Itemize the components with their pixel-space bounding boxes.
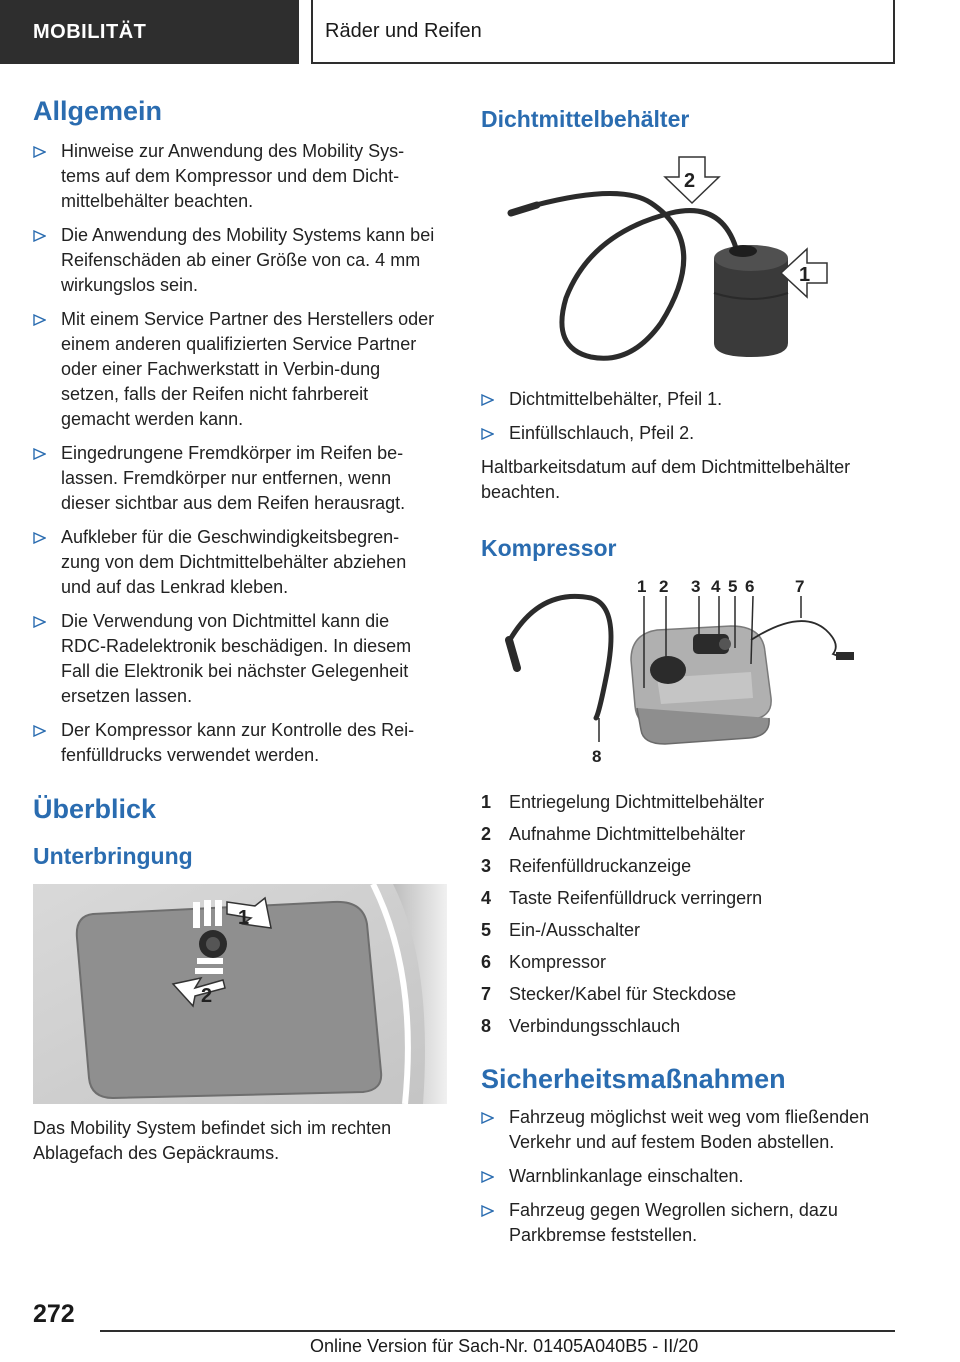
callout-7: 7 [795,577,805,596]
legend-item: 5 Ein-/Ausschalter [481,920,641,940]
online-version-note: Online Version für Sach-Nr. 01405A040B5 - II/20 [310,1336,699,1356]
unterbringung-text: Das Mobility System befindet sich im rechten Ablagefach des Gepäckraums. [33,1118,392,1163]
page-number: 272 [33,1300,75,1328]
heading-sicherheitsmassnahmen: Sicherheitsmaßnahmen [481,1064,786,1094]
right-column [481,96,901,1257]
triangle-bullet-icon [33,223,49,248]
legend-item: 7 Stecker/Kabel für Steckdose [481,984,737,1004]
left-column [33,96,435,1166]
callout-8: 8 [592,747,602,766]
legend-item: 4 Taste Reifenfülldruck verringern [481,888,763,908]
heading-allgemein: Allgemein [33,96,163,126]
list-item: Fahrzeug möglichst weit weg vom fließenden Verkehr und auf festem Boden abstellen. [481,1105,901,1155]
heading-ueberblick: Überblick [33,794,157,824]
callout-1: 1 [637,577,647,596]
allgemein-list [33,139,435,768]
dichtmittel-list [481,387,901,446]
heading-kompressor: Kompressor [481,535,617,561]
callout-4: 4 [711,577,721,596]
list-item: Einfüllschlauch, Pfeil 2. [481,421,901,446]
arrow-label-2: 2 [201,985,213,1007]
triangle-bullet-icon [33,525,49,550]
heading-unterbringung: Unterbringung [33,843,193,869]
triangle-bullet-icon [33,139,49,164]
list-item: Der Kompressor kann zur Kontrolle des Rei-fenfülldrucks verwendet werden. [33,718,435,768]
compressor-illustration [481,568,881,768]
list-item: Mit einem Service Partner des Herstellers oder einem anderen qualifizierten Service Partner oder einer Fachwerkstatt in Verbin-dung setzen, falls der Reifen nicht fahrbereit gemacht werden kann. [33,307,435,432]
triangle-bullet-icon [481,1164,497,1189]
kompressor-legend [481,786,901,1042]
list-item: Die Anwendung des Mobility Systems kann bei Reifenschäden ab einer Größe von ca. 4 mm wirkungslos sein. [33,223,435,298]
legend-item: 1 Entriegelung Dichtmittelbehälter [481,792,765,812]
legend-item: 3 Reifenfülldruckanzeige [481,856,692,876]
list-item: Warnblinkanlage einschalten. [481,1164,901,1189]
triangle-bullet-icon [481,1105,497,1130]
triangle-bullet-icon [33,441,49,466]
trunk-compartment-illustration [33,884,447,1104]
triangle-bullet-icon [33,718,49,743]
callout-3: 3 [691,577,701,596]
callout-2: 2 [659,577,669,596]
footer-divider [100,1330,895,1332]
section-title: MOBILITÄT [33,20,147,43]
arrow-label-1: 1 [238,907,250,929]
legend-item: 2 Aufnahme Dichtmittelbehälter [481,824,746,844]
triangle-bullet-icon [481,1198,497,1223]
triangle-bullet-icon [481,421,497,446]
list-item: Hinweise zur Anwendung des Mobility Sys-tems auf dem Kompressor und dem Dicht-mittelbehälter beachten. [33,139,435,214]
triangle-bullet-icon [481,387,497,412]
triangle-bullet-icon [33,609,49,634]
legend-item: 8 Verbindungsschlauch [481,1016,681,1036]
heading-dichtmittelbehaelter: Dichtmittelbehälter [481,106,690,132]
list-item: Aufkleber für die Geschwindigkeitsbegren-zung von dem Dichtmittelbehälter abziehen und auf das Lenkrad kleben. [33,525,435,600]
list-item: Dichtmittelbehälter, Pfeil 1. [481,387,901,412]
sicherheit-list [481,1105,901,1248]
arrow-label-1: 1 [799,264,811,286]
list-item: Die Verwendung von Dichtmittel kann die RDC-Radelektronik beschädigen. In diesem Fall die Elektronik bei nächster Gelegenheit ersetzen lassen. [33,609,435,709]
callout-6: 6 [745,577,755,596]
chapter-title: Räder und Reifen [325,19,482,42]
list-item: Fahrzeug gegen Wegrollen sichern, dazu Parkbremse feststellen. [481,1198,901,1248]
triangle-bullet-icon [33,307,49,332]
sealant-bottle-illustration [481,143,881,373]
section-tab [0,0,299,64]
dichtmittel-text: Haltbarkeitsdatum auf dem Dichtmittelbehälter beachten. [481,457,851,502]
callout-5: 5 [728,577,738,596]
arrow-label-2: 2 [684,170,696,192]
legend-item: 6 Kompressor [481,952,607,972]
list-item: Eingedrungene Fremdkörper im Reifen be-lassen. Fremdkörper nur entfernen, wenn dieser sichtbar aus dem Reifen herausragt. [33,441,435,516]
chapter-header [311,0,895,64]
